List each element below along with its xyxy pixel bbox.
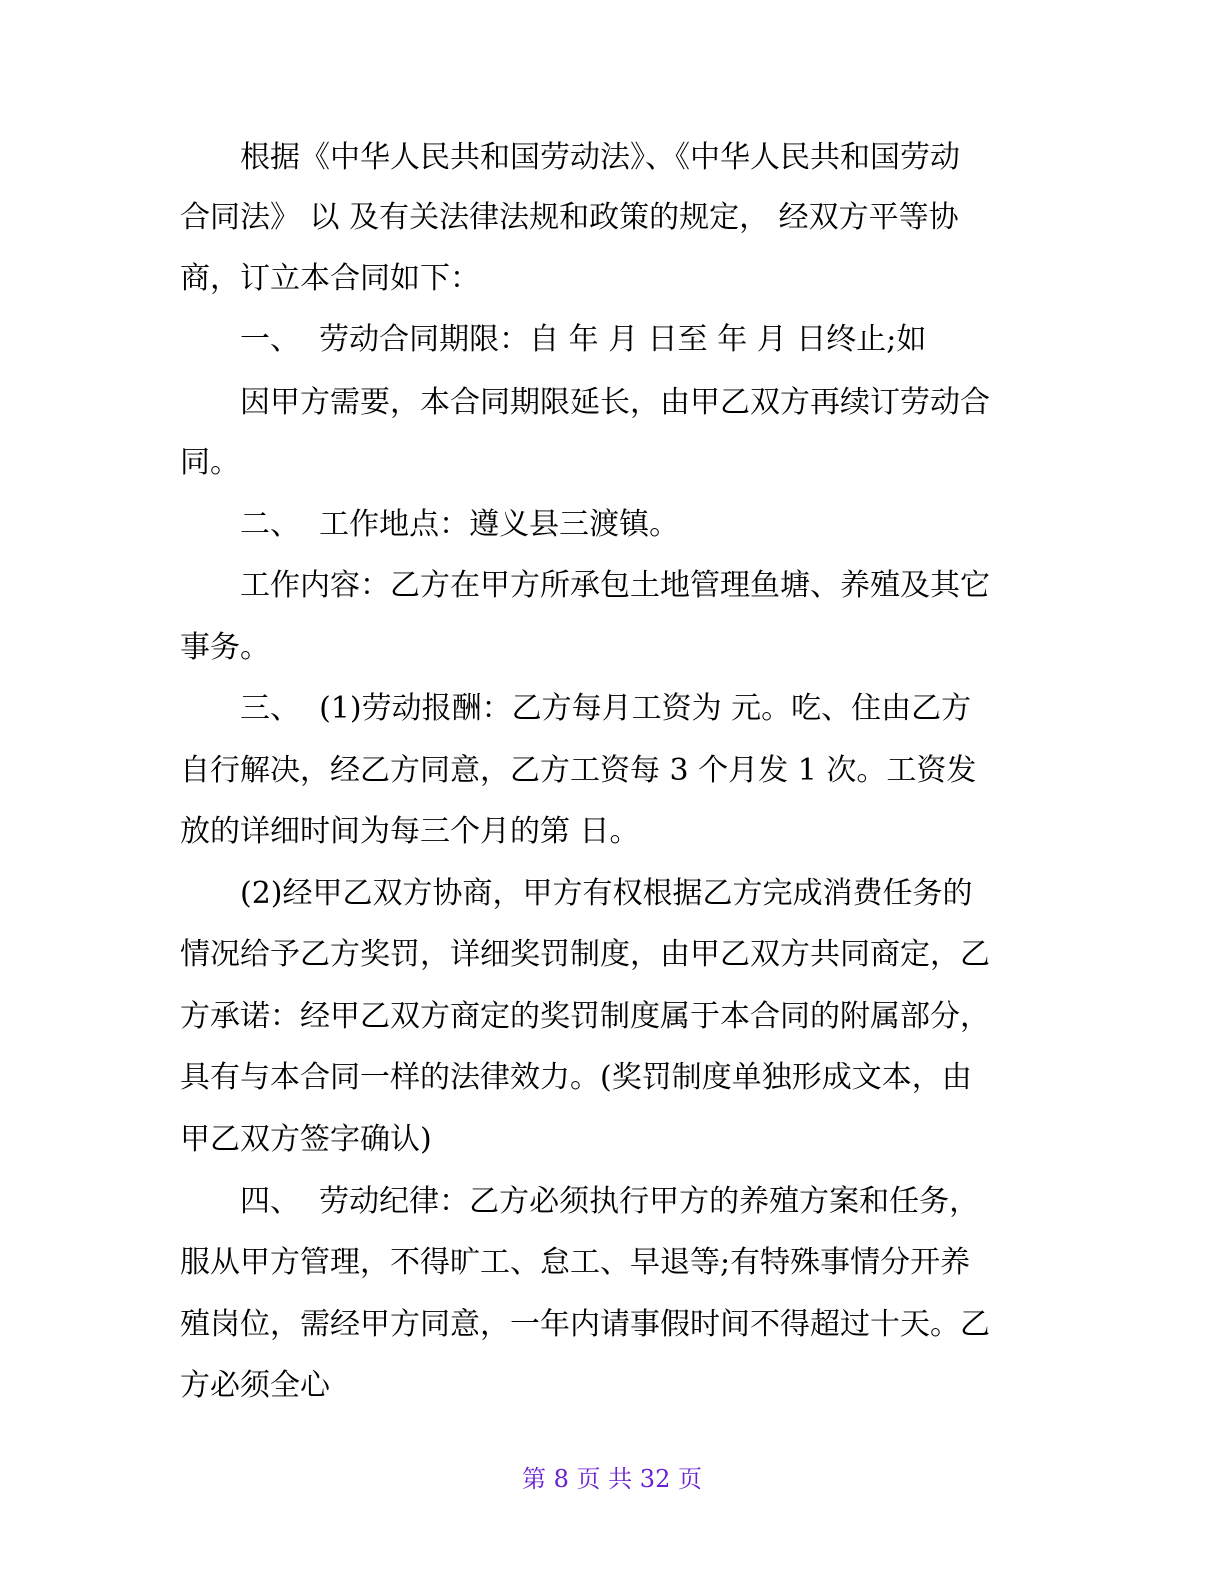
- paragraph-line: 事务。: [180, 630, 270, 665]
- paragraph-line: 合同法》 以 及有关法律法规和政策的规定， 经双方平等协: [180, 200, 959, 235]
- paragraph-line: 方承诺：经甲乙双方商定的奖罚制度属于本合同的附属部分，: [180, 999, 990, 1034]
- paragraph-line: 根据《中华人民共和国劳动法》、《中华人民共和国劳动: [240, 140, 960, 175]
- paragraph-line: 服从甲方管理，不得旷工、怠工、早退等;有特殊事情分开养: [180, 1245, 971, 1280]
- paragraph-line: (2)经甲乙双方协商，甲方有权根据乙方完成消费任务的: [240, 876, 973, 911]
- paragraph-line: 情况给予乙方奖罚，详细奖罚制度，由甲乙双方共同商定，乙: [180, 937, 990, 972]
- paragraph-line: 三、 (1)劳动报酬：乙方每月工资为 元。吃、住由乙方: [240, 691, 972, 726]
- page-number-footer: 第 8 页 共 32 页: [522, 1465, 702, 1493]
- paragraph-line: 自行解决，经乙方同意，乙方工资每 3 个月发 1 次。工资发: [180, 753, 977, 788]
- paragraph-line: 殖岗位，需经甲方同意，一年内请事假时间不得超过十天。乙: [180, 1307, 990, 1342]
- paragraph-line: 工作内容：乙方在甲方所承包土地管理鱼塘、养殖及其它: [240, 568, 990, 603]
- paragraph-line: 一、 劳动合同期限：自 年 月 日至 年 月 日终止;如: [240, 322, 927, 357]
- paragraph-line: 放的详细时间为每三个月的第 日。: [180, 814, 640, 849]
- paragraph-line: 具有与本合同一样的法律效力。(奖罚制度单独形成文本，由: [180, 1060, 972, 1095]
- paragraph-line: 方必须全心: [180, 1368, 330, 1403]
- paragraph-line: 同。: [180, 445, 240, 480]
- paragraph-line: 甲乙双方签字确认): [180, 1122, 432, 1157]
- paragraph-line: 二、 工作地点：遵义县三渡镇。: [240, 507, 680, 542]
- paragraph-line: 四、 劳动纪律：乙方必须执行甲方的养殖方案和任务，: [240, 1184, 980, 1219]
- paragraph-line: 商，订立本合同如下：: [180, 261, 480, 296]
- paragraph-line: 因甲方需要，本合同期限延长，由甲乙双方再续订劳动合: [240, 385, 990, 420]
